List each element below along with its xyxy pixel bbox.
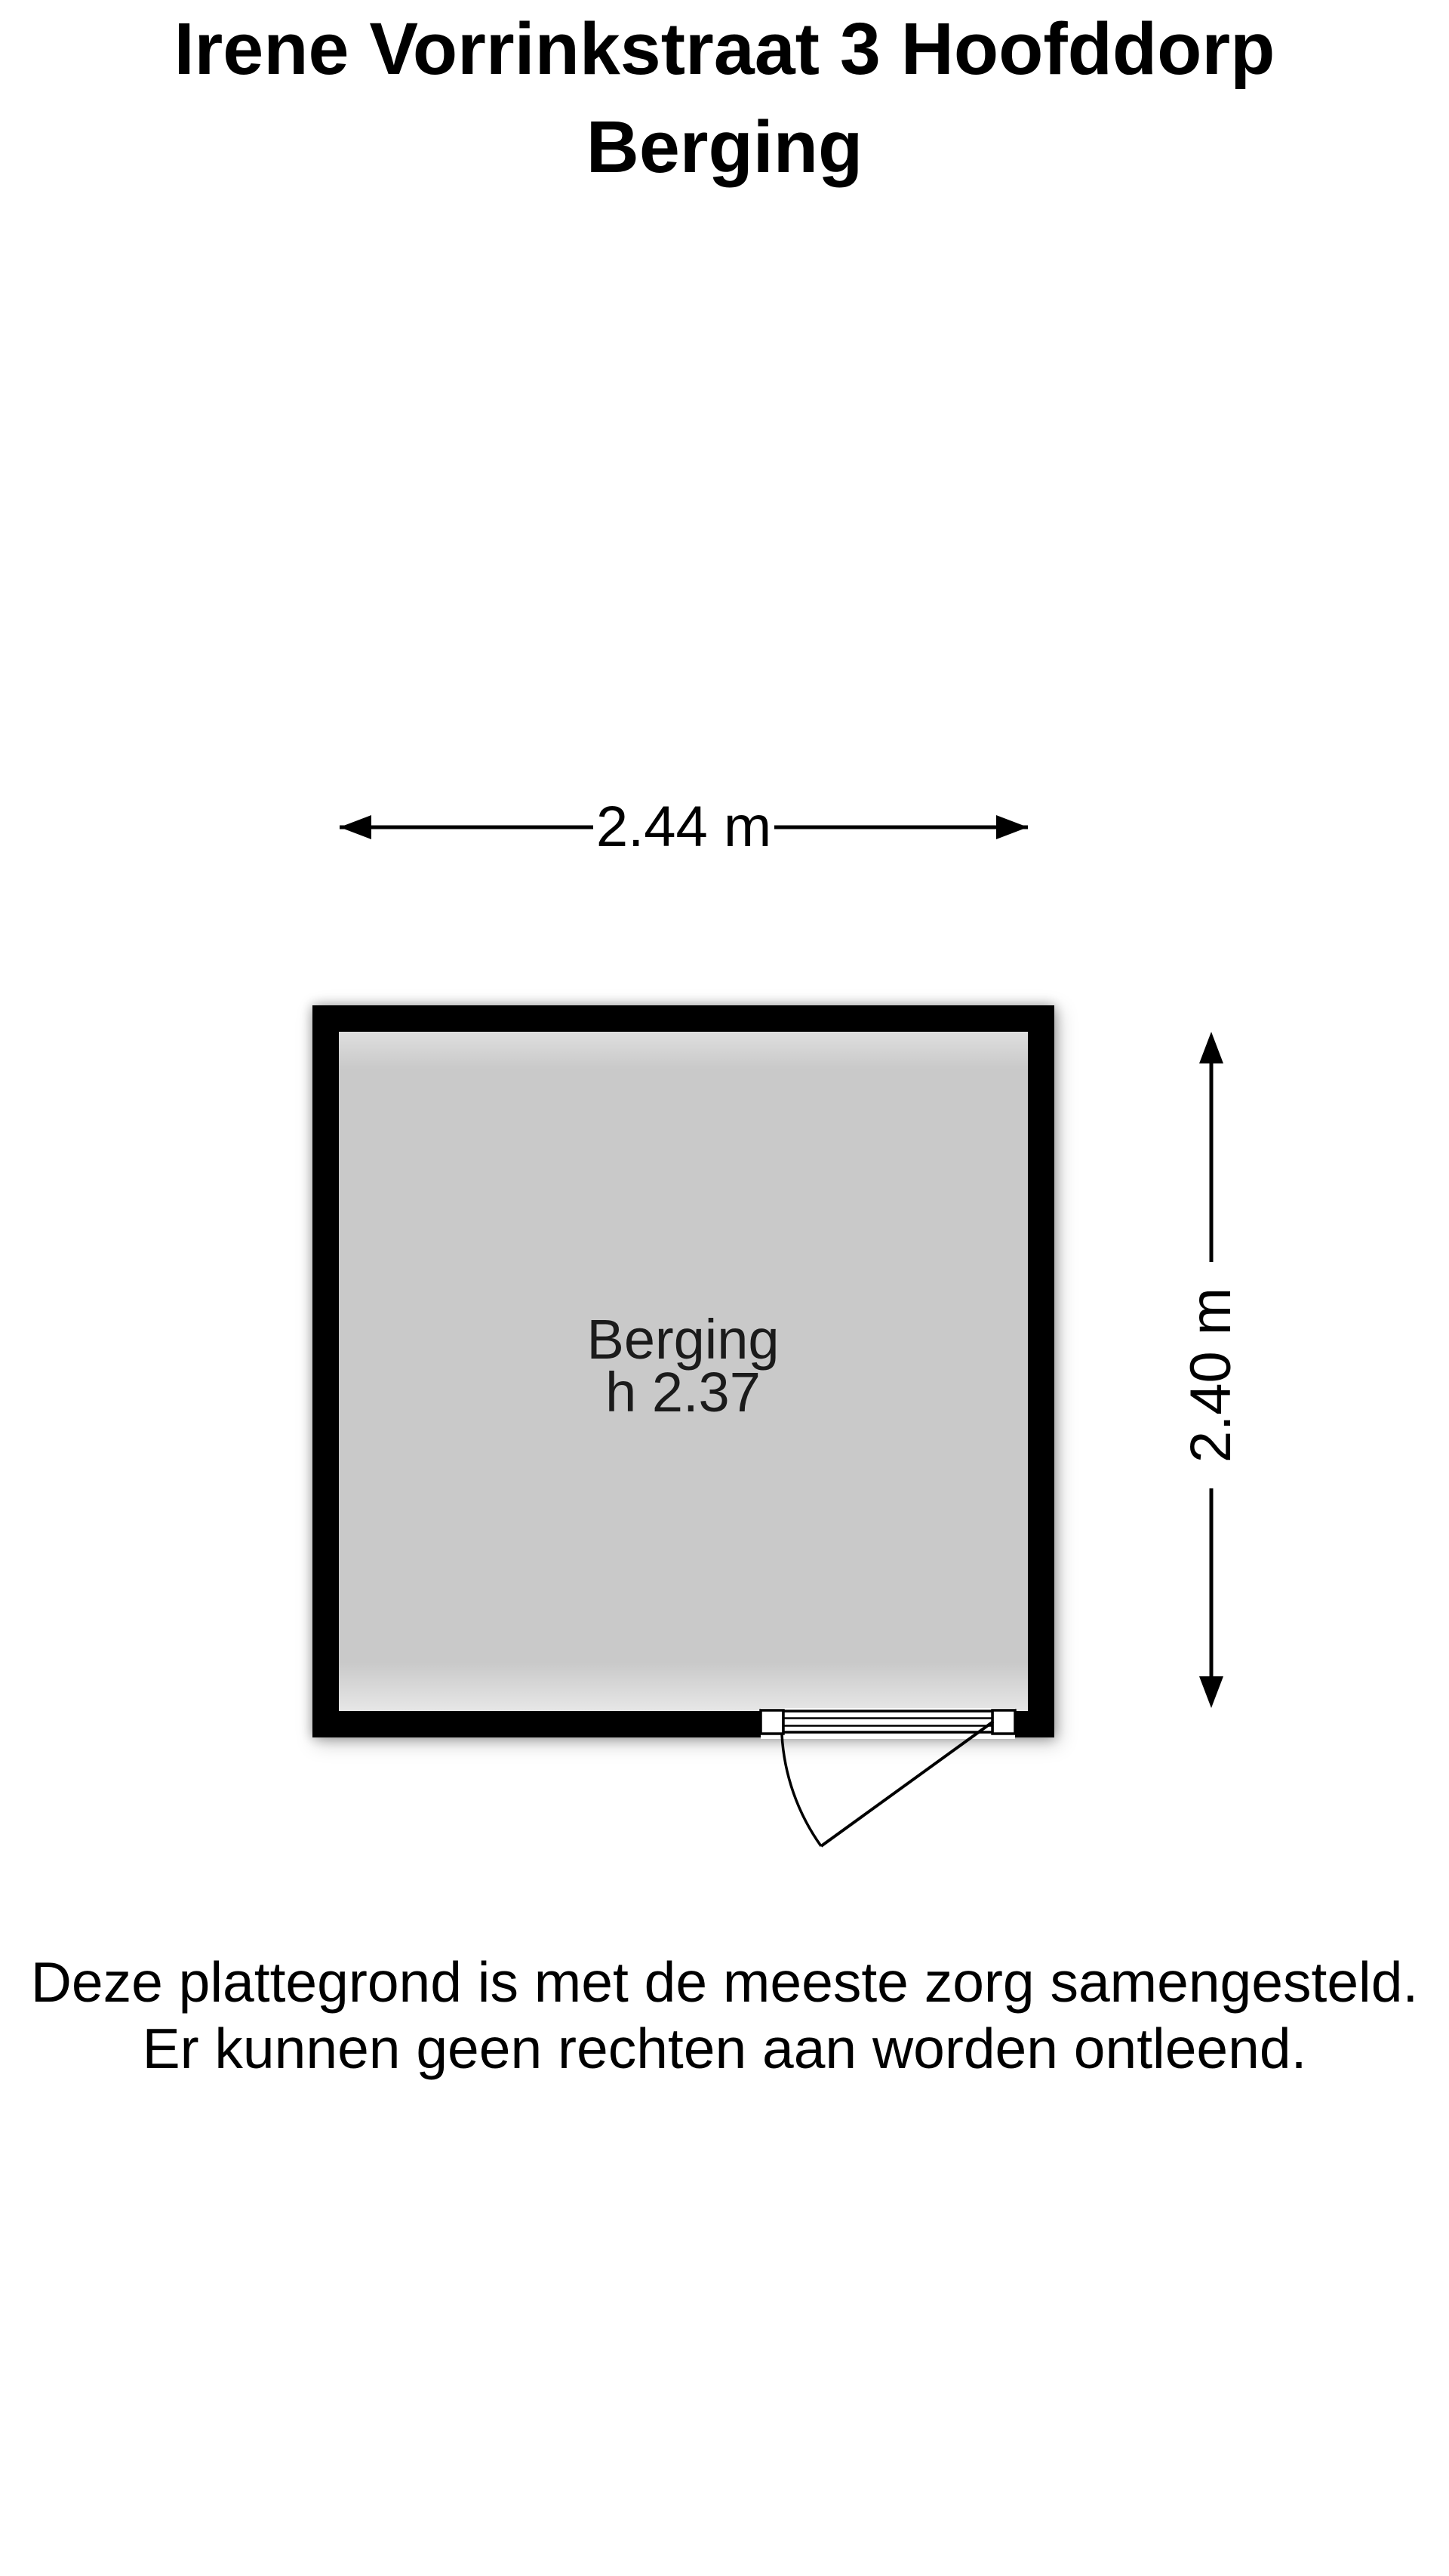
arrowhead-down-icon bbox=[1199, 1676, 1223, 1708]
room-floor-glow-top bbox=[339, 1032, 1028, 1069]
title-room-type: Berging bbox=[586, 106, 863, 188]
door-leaf bbox=[821, 1722, 993, 1846]
arrowhead-left-icon bbox=[340, 815, 371, 839]
arrowhead-up-icon bbox=[1199, 1032, 1223, 1063]
door-swing-arc bbox=[782, 1734, 821, 1846]
width-dimension-label: 2.44 m bbox=[593, 798, 774, 857]
room-label bbox=[343, 1308, 1023, 1423]
footer-line1: Deze plattegrond is met de meeste zorg samengesteld. bbox=[30, 1950, 1419, 2014]
room-ceiling-height: h 2.37 bbox=[605, 1361, 761, 1423]
room-name: Berging bbox=[586, 1308, 780, 1371]
title-block bbox=[0, 0, 1449, 196]
door-jamb-left bbox=[761, 1710, 783, 1734]
footer-disclaimer bbox=[0, 1949, 1449, 2082]
door-jamb-right bbox=[992, 1710, 1015, 1734]
footer-line2: Er kunnen geen rechten aan worden ontleend. bbox=[142, 2017, 1307, 2080]
title-address: Irene Vorrinkstraat 3 Hoofddorp bbox=[174, 8, 1275, 90]
room-floor-glow-bottom bbox=[339, 1662, 1028, 1711]
height-dimension-label: 2.40 m bbox=[1181, 1262, 1241, 1488]
arrowhead-right-icon bbox=[996, 815, 1028, 839]
door-panel bbox=[783, 1711, 992, 1732]
